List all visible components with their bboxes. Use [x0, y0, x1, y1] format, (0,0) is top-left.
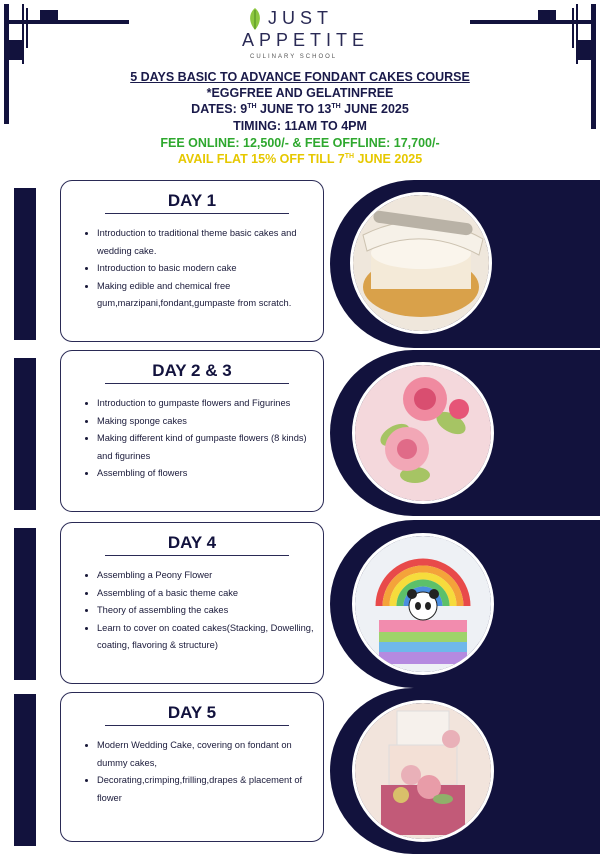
list-item: • Introduction to traditional theme basic cakes and wedding cake. [97, 225, 319, 260]
list-item: • Introduction to gumpaste flowers and Figurines [97, 395, 319, 413]
wedding-cake-illustration [355, 703, 491, 839]
list-item: • Assembling of flowers [97, 465, 319, 483]
day2-photo [352, 362, 494, 504]
brand-logo [230, 4, 375, 62]
course-timing: TIMING: 11AM TO 4PM [233, 119, 367, 133]
brand-tagline: CULINARY SCHOOL [250, 54, 338, 60]
list-item: • Assembling a Peony Flower [97, 567, 319, 585]
sugar-roses-illustration [355, 365, 491, 501]
list-item: • Introduction to basic modern cake [97, 260, 319, 278]
day1-topics [83, 225, 319, 313]
brand-name-line2: APPETITE [242, 30, 370, 50]
day4-card [60, 522, 324, 684]
dates-mid: JUNE TO 13 [256, 102, 332, 116]
day5-topics [83, 737, 319, 807]
day4-topics [83, 567, 319, 655]
day2-left-bar [14, 358, 36, 510]
day1-card [60, 180, 324, 342]
day4-title: DAY 4 [167, 533, 217, 552]
dates-suffix: JUNE 2025 [340, 102, 409, 116]
course-subtitle: *EGGFREE AND GELATINFREE [206, 86, 394, 100]
list-item: • Decorating,crimping,frilling,drapes & placement of flower [97, 772, 319, 807]
day2-topics [83, 395, 319, 483]
day5-card [60, 692, 324, 842]
course-dates [0, 101, 600, 117]
brand-name-line1: JUST [268, 8, 333, 28]
offer-sup: TH [344, 152, 355, 160]
dates-sup-1: TH [247, 102, 257, 110]
course-offer [0, 151, 600, 167]
offer-prefix: AVAIL FLAT 15% OFF TILL 7 [177, 152, 345, 166]
list-item: • Making different kind of gumpaste flowers (8 kinds) and figurines [97, 430, 319, 465]
list-item: • Assembling of a basic theme cake [97, 585, 319, 603]
day5-left-bar [14, 694, 36, 846]
rainbow-panda-cake-illustration [355, 536, 491, 672]
day1-title-rule [105, 213, 289, 214]
day2-title: DAY 2 & 3 [152, 361, 232, 380]
course-title: 5 DAYS BASIC TO ADVANCE FONDANT CAKES COURSE [130, 70, 470, 84]
day5-photo [352, 700, 494, 842]
day4-title-rule [105, 555, 289, 556]
list-item: • Making sponge cakes [97, 413, 319, 431]
list-item: • Making edible and chemical free gum,marzipani,fondant,gumpaste from scratch. [97, 278, 319, 313]
day1-left-bar [14, 188, 36, 340]
day5-title: DAY 5 [167, 703, 217, 722]
list-item: • Modern Wedding Cake, covering on fondant on dummy cakes, [97, 737, 319, 772]
day5-title-rule [105, 725, 289, 726]
list-item: • Theory of assembling the cakes [97, 602, 319, 620]
day1-photo [350, 192, 492, 334]
day4-photo [352, 533, 494, 675]
dates-prefix: DATES: 9 [191, 102, 248, 116]
course-fee: FEE ONLINE: 12,500/- & FEE OFFLINE: 17,700/- [160, 136, 440, 150]
offer-suffix: JUNE 2025 [354, 152, 423, 166]
day4-left-bar [14, 528, 36, 680]
fondant-rolling-illustration [353, 195, 489, 331]
day1-title: DAY 1 [167, 191, 217, 210]
day2-card [60, 350, 324, 512]
dates-sup-2: TH [331, 102, 341, 110]
list-item: • Learn to cover on coated cakes(Stacking, Dowelling, coating, flavoring & structure) [97, 620, 319, 655]
leaf-icon [248, 8, 262, 30]
day2-title-rule [105, 383, 289, 384]
